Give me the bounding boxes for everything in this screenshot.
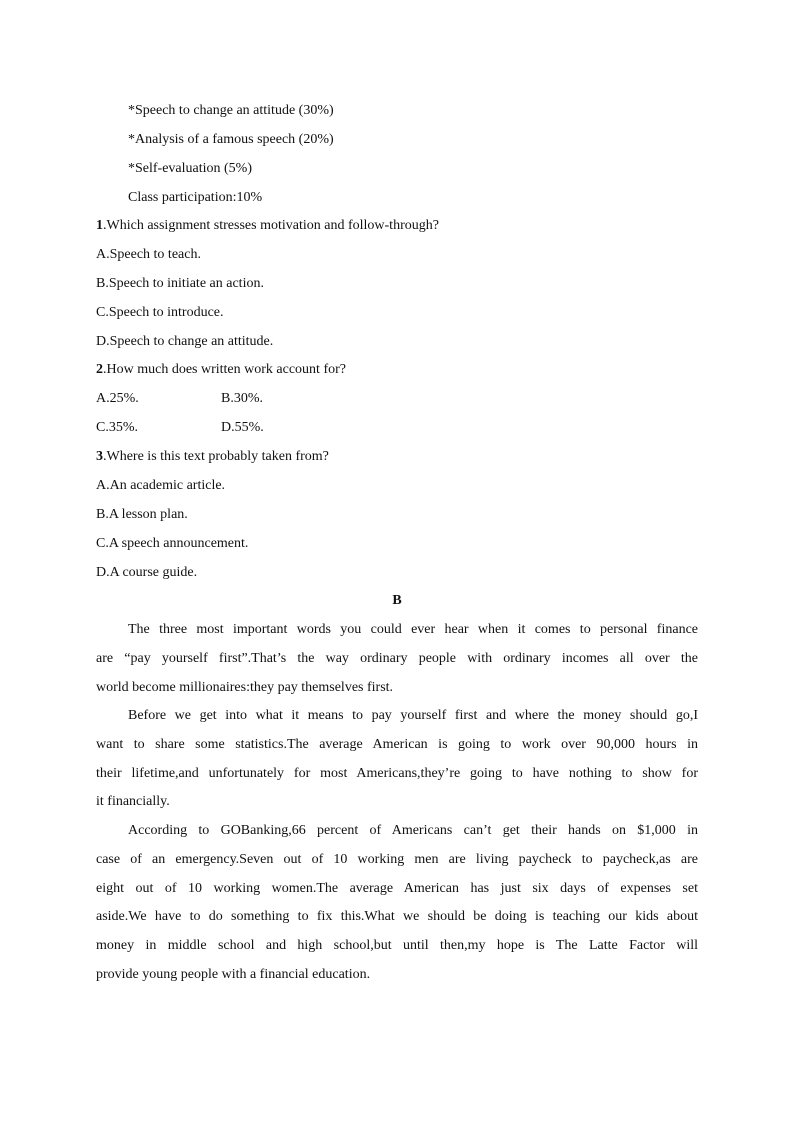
option-3d: D.A course guide.	[96, 565, 198, 580]
passage-line: The three most important words you could ever hear when it comes to personal finance	[128, 622, 698, 637]
option-2d: D.55%.	[221, 420, 264, 435]
passage-line: According to GOBanking,66 percent of Americans can’t get their hands on $1,000 in	[128, 823, 698, 838]
question-number: 3	[96, 449, 103, 464]
question-stem: .How much does written work account for?	[103, 362, 346, 377]
question-number: 1	[96, 218, 103, 233]
passage-line: their lifetime,and unfortunately for most Americans,they’re going to have nothing to show for	[96, 765, 698, 781]
option-2c: C.35%.	[96, 420, 138, 435]
question-stem: .Where is this text probably taken from?	[103, 449, 329, 464]
question-3	[96, 448, 329, 466]
section-heading: B	[392, 593, 402, 608]
question-2	[96, 361, 346, 379]
grading-item-class-participation: Class participation:10%	[128, 190, 263, 205]
option-2b: B.30%.	[221, 391, 263, 406]
passage-line: Before we get into what it means to pay yourself first and where the money should go,I	[128, 708, 698, 723]
question-stem: .Which assignment stresses motivation and follow-through?	[103, 218, 439, 233]
passage-paragraph-2	[96, 702, 698, 817]
option-3b: B.A lesson plan.	[96, 507, 188, 522]
passage-line: it financially.	[96, 794, 170, 810]
passage-paragraph-3	[96, 817, 698, 990]
question-number: 2	[96, 362, 103, 377]
option-1c: C.Speech to introduce.	[96, 305, 224, 320]
passage-line: case of an emergency.Seven out of 10 working men are living paycheck to paycheck,as are	[96, 851, 698, 867]
option-1a: A.Speech to teach.	[96, 247, 201, 262]
option-3a: A.An academic article.	[96, 478, 226, 493]
passage-paragraph-1	[96, 616, 698, 702]
option-1d: D.Speech to change an attitude.	[96, 334, 274, 349]
passage-line: are “pay yourself first”.That’s the way ordinary people with ordinary incomes all over the	[96, 650, 698, 666]
passage-line: want to share some statistics.The average American is going to work over 90,000 hours in	[96, 736, 698, 752]
passage-line: eight out of 10 working women.The average American has just six days of expenses set	[96, 880, 698, 896]
option-2a: A.25%.	[96, 391, 139, 406]
option-1b: B.Speech to initiate an action.	[96, 276, 264, 291]
grading-item-self-evaluation: *Self-evaluation (5%)	[128, 161, 253, 176]
passage-line: provide young people with a financial education.	[96, 966, 371, 982]
passage-line: money in middle school and high school,but until then,my hope is The Latte Factor will	[96, 938, 698, 954]
grading-item-analysis-famous-speech: *Analysis of a famous speech (20%)	[128, 132, 334, 147]
passage-line: aside.We have to do something to fix this.What we should be doing is teaching our kids about	[96, 909, 698, 925]
question-1	[96, 217, 439, 235]
passage-line: world become millionaires:they pay themselves first.	[96, 679, 394, 695]
option-3c: C.A speech announcement.	[96, 536, 249, 551]
grading-item-speech-change-attitude: *Speech to change an attitude (30%)	[128, 103, 334, 118]
